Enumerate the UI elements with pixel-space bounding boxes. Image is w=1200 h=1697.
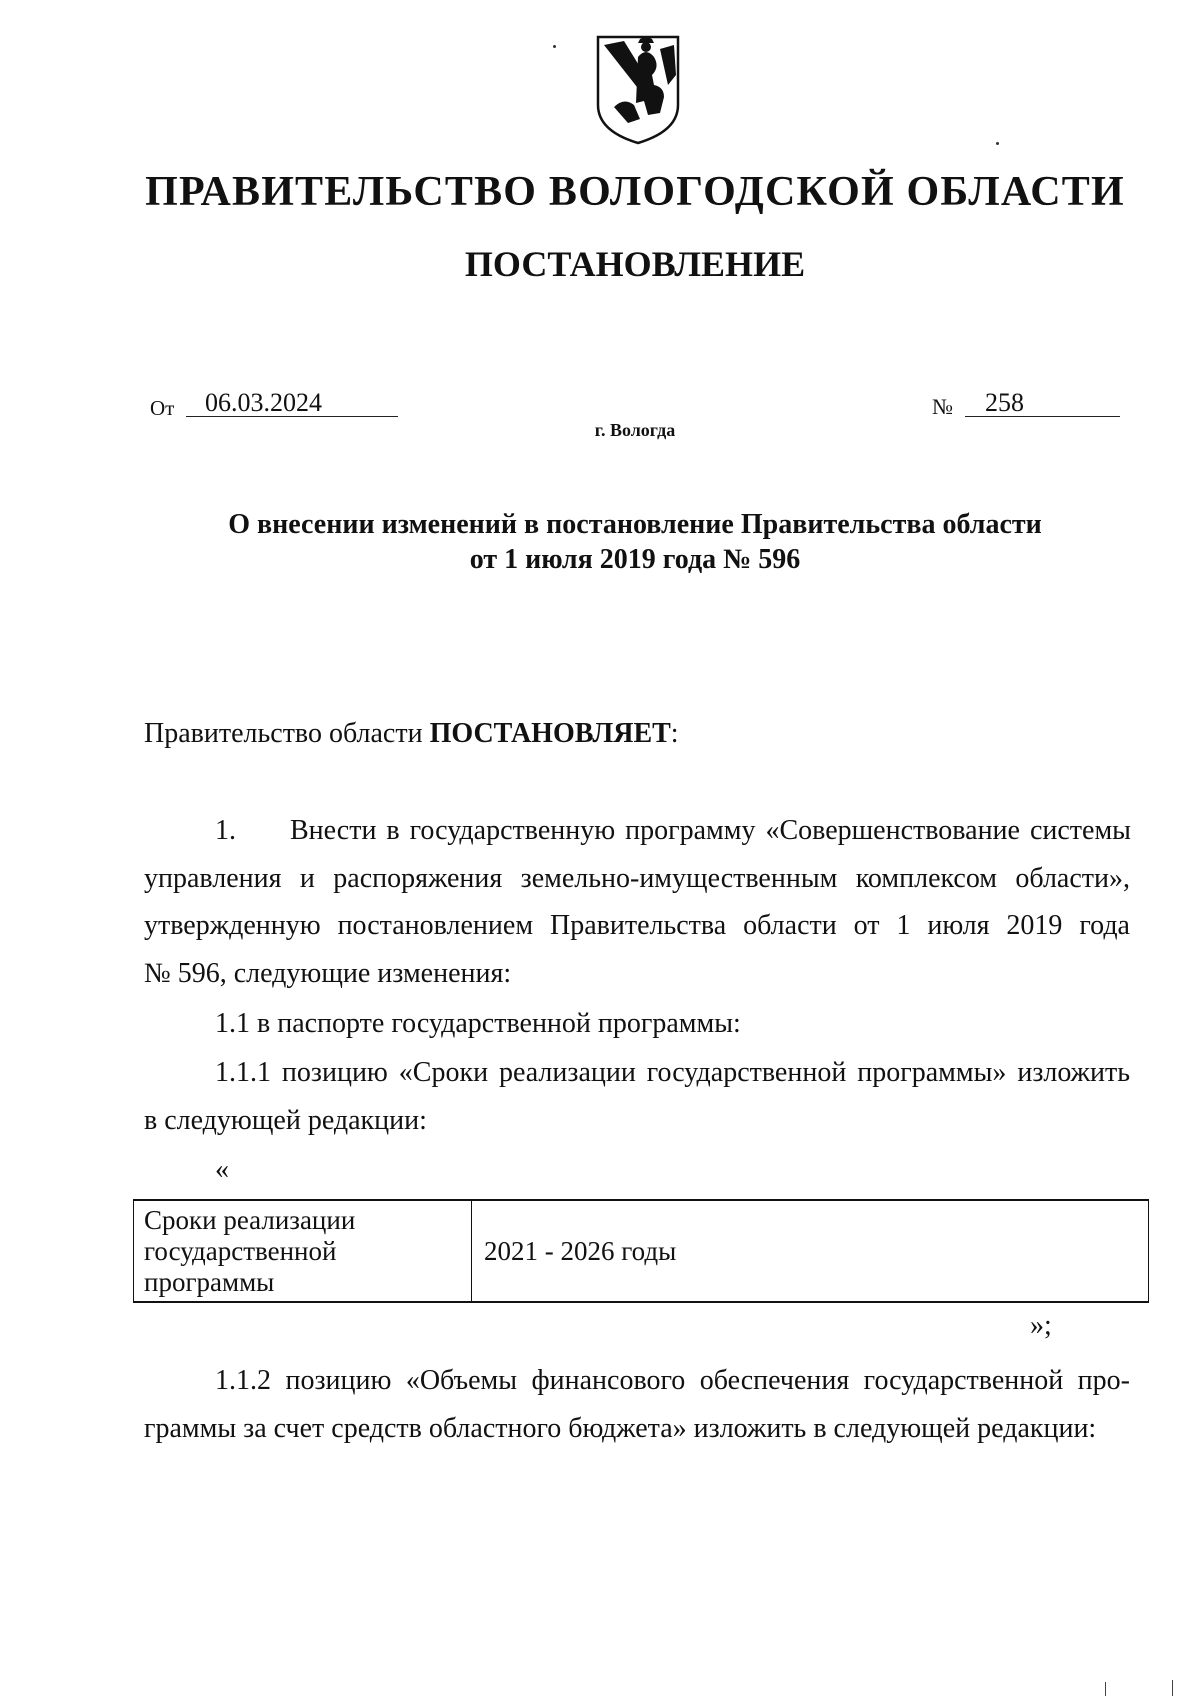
table-label-cell [134, 1201, 472, 1301]
document-type: ПОСТАНОВЛЕНИЕ [464, 244, 806, 284]
paragraph-1-1-1-line-1: 1.1.1 позицию «Сроки реализации государственной программы» изложить [215, 1057, 1130, 1088]
document-date: 06.03.2024 [205, 388, 322, 417]
paragraph-1-line-1: Внести в государственную программу «Совершенствование системы [290, 815, 1131, 846]
subject-line-1: О внесении изменений в постановление Правительства области [228, 509, 1042, 540]
program-term-table [133, 1199, 1149, 1303]
coat-of-arms-icon [594, 35, 682, 145]
subject-line-2: от 1 июля 2019 года № 596 [469, 544, 801, 575]
paragraph-1-number: 1. [215, 815, 236, 846]
paragraph-1-line-2: управления и распоряжения земельно-имущественным комплексом области», [144, 863, 1130, 894]
open-quote: « [215, 1154, 229, 1185]
table-value-cell: 2021 - 2026 годы [484, 1235, 677, 1266]
intro-text: Правительство области [144, 718, 430, 749]
paragraph-1-1-1-line-2: в следующей редакции: [144, 1105, 427, 1136]
document-number: 258 [985, 388, 1024, 417]
table-label-line-2: государственной [144, 1235, 337, 1266]
number-label: № [932, 394, 953, 419]
paragraph-1-1: 1.1 в паспорте государственной программы: [215, 1008, 741, 1039]
scan-mark [1105, 1682, 1106, 1696]
scan-speck [996, 142, 999, 145]
intro-paragraph [144, 710, 679, 758]
table-label-line-1: Сроки реализации [144, 1204, 356, 1235]
paragraph-1-line-4: № 596, следующие изменения: [144, 958, 512, 989]
city: г. Вологда [594, 420, 676, 440]
paragraph-1-line-3: утвержденную постановлением Правительства области от 1 июля 2019 года [144, 910, 1130, 941]
org-title: ПРАВИТЕЛЬСТВО ВОЛОГОДСКОЙ ОБЛАСТИ [145, 169, 1125, 215]
scan-mark [1172, 1680, 1173, 1696]
paragraph-1-1-2-line-2: граммы за счет средств областного бюджета» изложить в следующей редакции: [144, 1413, 1097, 1444]
intro-bold: ПОСТАНОВЛЯЕТ [429, 718, 671, 749]
paragraph-1-1-2-line-1: 1.1.2 позицию «Объемы финансового обеспечения государственной про- [215, 1365, 1130, 1396]
document-subject [0, 507, 1200, 577]
scan-speck [553, 45, 556, 48]
close-quote: »; [1030, 1310, 1052, 1341]
intro-colon: : [670, 718, 679, 749]
date-label: От [150, 396, 175, 420]
table-label-line-3: программы [144, 1266, 275, 1297]
